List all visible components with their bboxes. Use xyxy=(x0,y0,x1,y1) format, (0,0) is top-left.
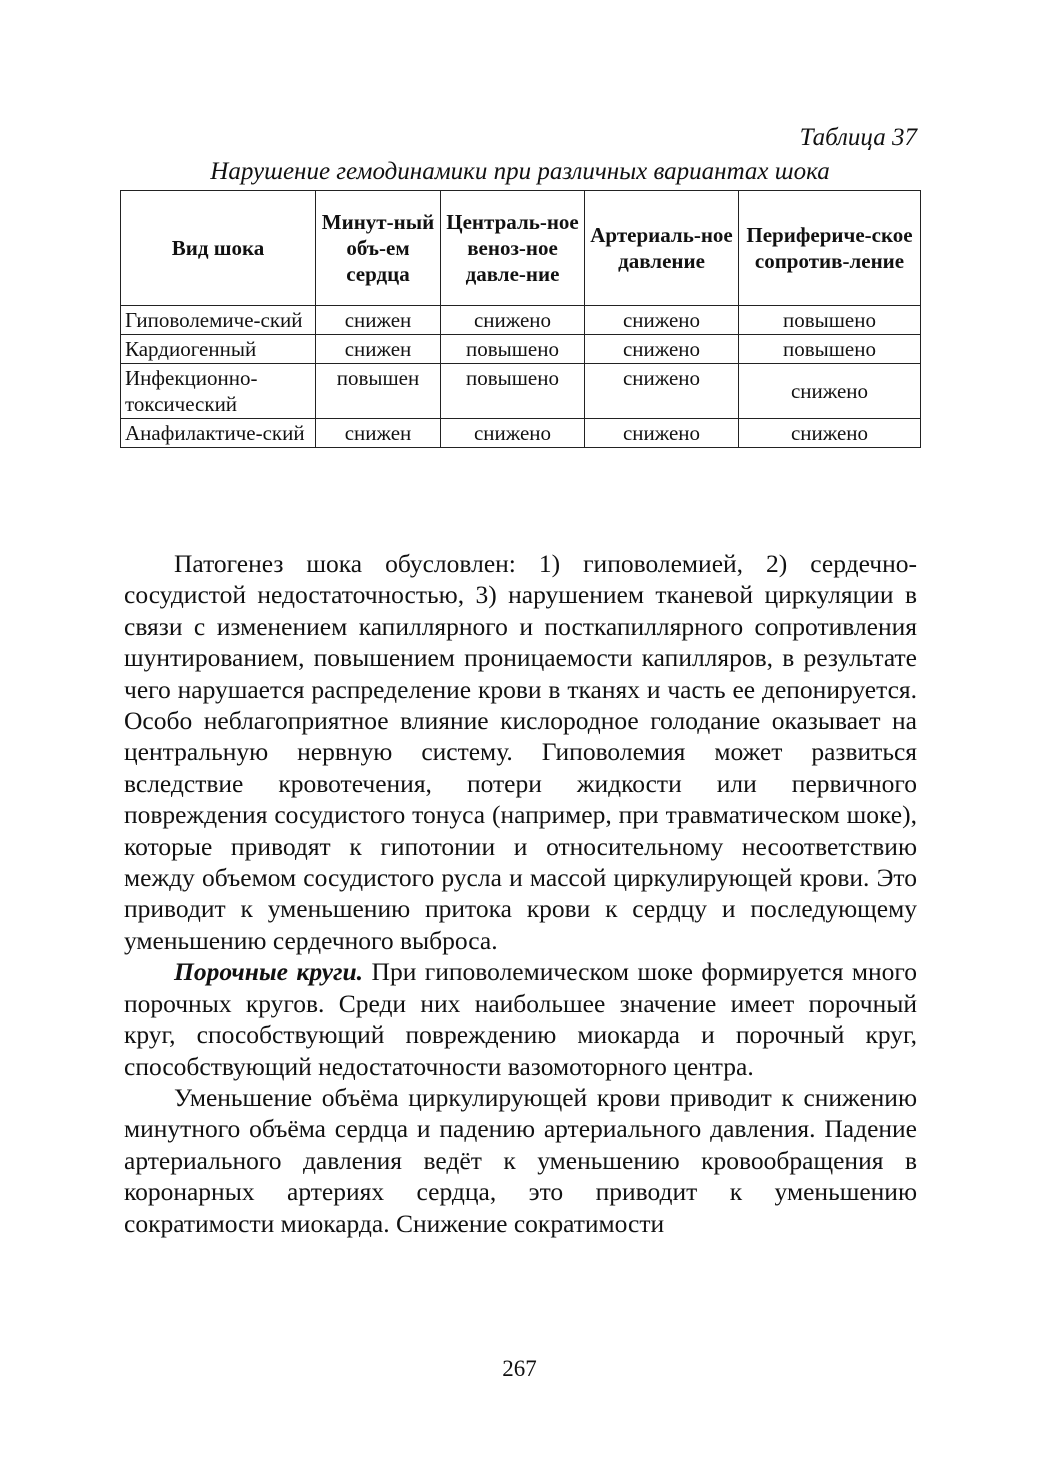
table-cell: снижен xyxy=(316,306,441,335)
table-cell: повышено xyxy=(441,364,585,419)
table-cell: повышен xyxy=(316,364,441,419)
table-header-row xyxy=(121,191,921,306)
table-row xyxy=(121,419,921,448)
header-cardiac-output: Минут-ный объ-ем сердца xyxy=(316,191,441,306)
table-cell: снижено xyxy=(441,419,585,448)
table-row xyxy=(121,364,921,419)
table-cell: повышено xyxy=(441,335,585,364)
header-shock-type: Вид шока xyxy=(121,191,316,306)
paragraph-text: При гиповолемическом шоке формируется много порочных кругов. Среди них наибольшее значение имеет порочный круг, способствующий повреждению миокарда и порочный круг, способствующий недостаточности вазомоторного центра. xyxy=(124,957,917,1081)
shock-hemodynamics-table xyxy=(120,190,921,448)
table-cell: снижено xyxy=(585,335,739,364)
table-cell: повышено xyxy=(739,335,921,364)
table-row xyxy=(121,335,921,364)
page-number: 267 xyxy=(502,1356,537,1381)
table-cell: повышено xyxy=(739,306,921,335)
table-cell: Анафилактиче-ский xyxy=(121,419,316,448)
table-cell: Кардиогенный xyxy=(121,335,316,364)
paragraph-lead: Порочные круги. xyxy=(174,957,364,987)
table-cell: снижено xyxy=(585,364,739,419)
table-cell: Гиповолемиче-ский xyxy=(121,306,316,335)
table-cell: снижен xyxy=(316,335,441,364)
table-cell: снижено xyxy=(585,306,739,335)
table-cell: снижено xyxy=(739,364,921,419)
paragraph-vicious-circles xyxy=(124,956,917,1082)
table-cell: снижено xyxy=(441,306,585,335)
table-cell: снижен xyxy=(316,419,441,448)
body-text xyxy=(124,548,917,1239)
header-central-venous-pressure: Централь-ное веноз-ное давле-ние xyxy=(441,191,585,306)
table-cell: снижено xyxy=(585,419,739,448)
paragraph-pathogenesis: Патогенез шока обусловлен: 1) гиповолемией, 2) сердечно-сосудистой недостаточностью, 3) нарушением тканевой циркуляции в связи с изменением капиллярного и посткапиллярного сопротивления шунтированием, повышением проницаемости капилляров, в результате чего нарушается распределение крови в тканях и часть ее депонируется. Особо неблагоприятное влияние кислородное голодание оказывает на центральную нервную систему. Гиповолемия может развиться вследствие кровотечения, потери жидкости или первичного повреждения сосудистого тонуса (например, при травматическом шоке), которые приводят к гипотонии и относительному несоответствию между объемом сосудистого русла и массой циркулирующей крови. Это приводит к уменьшению притока крови к сердцу и последующему уменьшению сердечного выброса. xyxy=(124,549,917,955)
table-row xyxy=(121,306,921,335)
header-peripheral-resistance: Перифериче-ское сопротив-ление xyxy=(739,191,921,306)
table-cell: снижено xyxy=(739,419,921,448)
table-cell: Инфекционно-токсический xyxy=(121,364,316,419)
table-number: Таблица 37 xyxy=(799,124,917,151)
paragraph-circulating-volume: Уменьшение объёма циркулирующей крови приводит к снижению минутного объёма сердца и падению артериального давления. Падение артериального давления ведёт к уменьшению кровообращения в коронарных артериях сердца, это приводит к уменьшению сократимости миокарда. Снижение сократимости xyxy=(124,1082,917,1238)
header-arterial-pressure: Артериаль-ное давление xyxy=(585,191,739,306)
table-title: Нарушение гемодинамики при различных вариантах шока xyxy=(210,158,830,185)
